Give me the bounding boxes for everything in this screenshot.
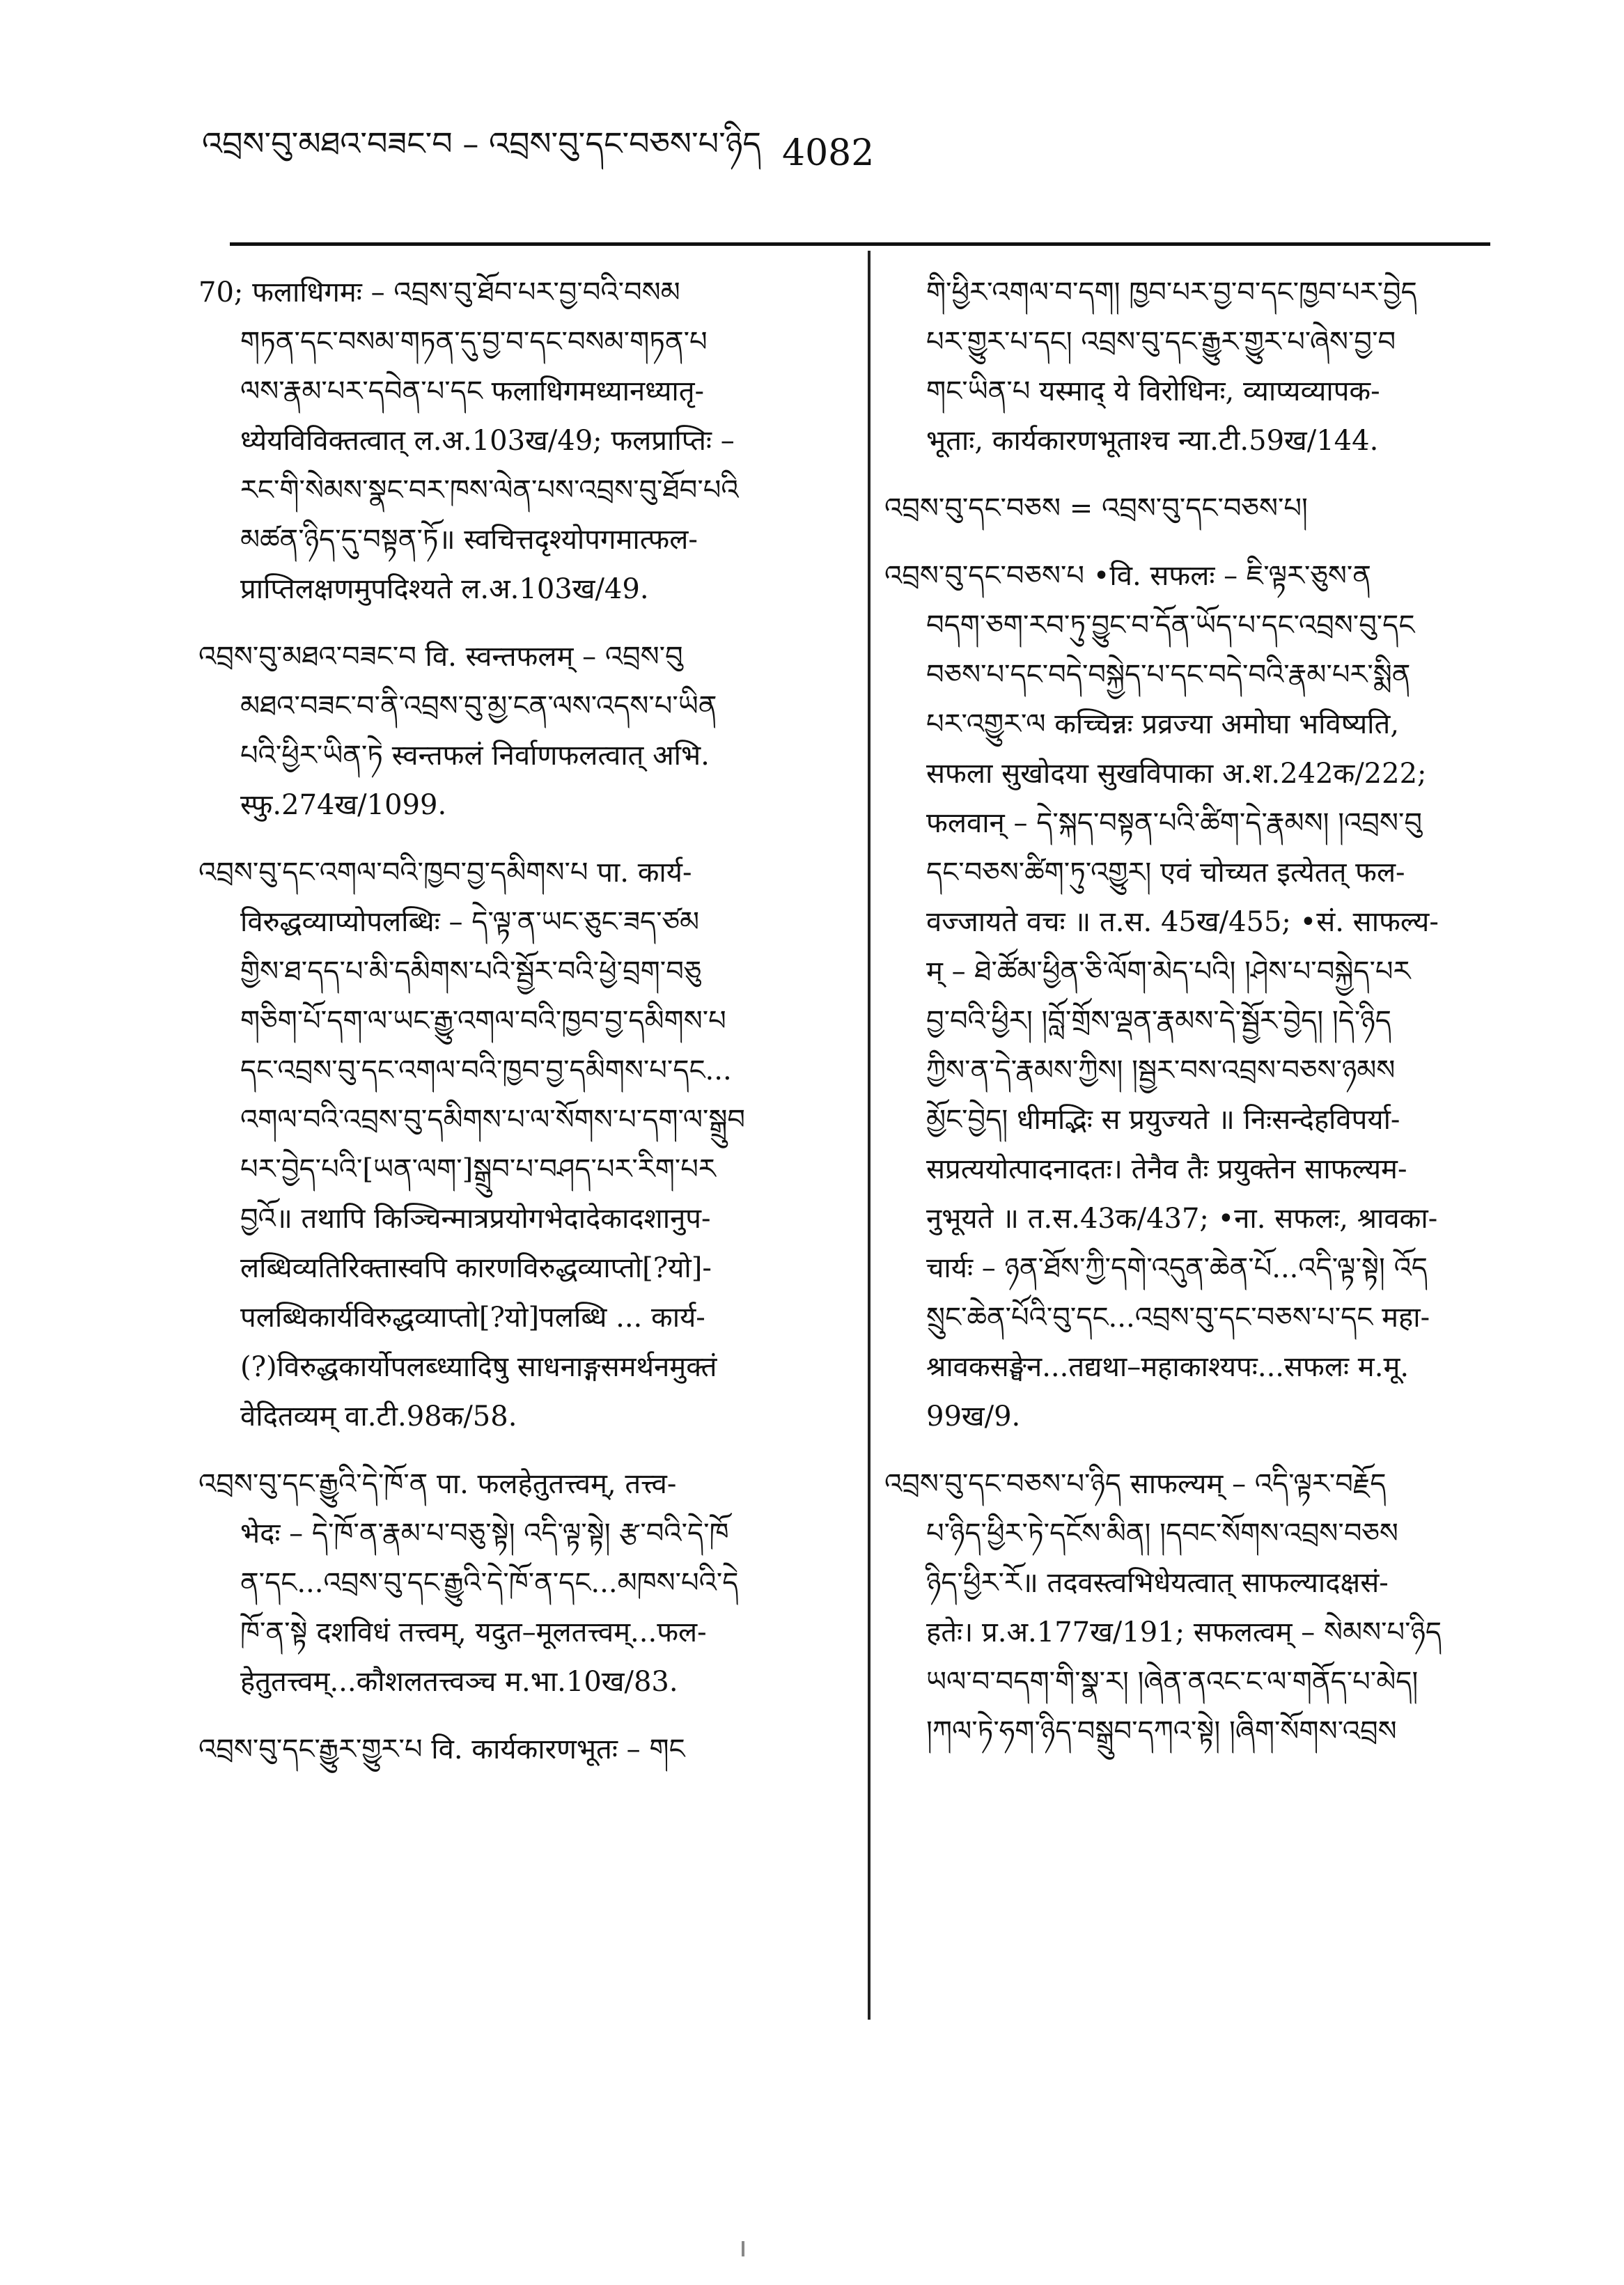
entry-line: པར་འགྱུར་ལ कच्चिन्नः प्रव्रज्या अमोघा भविष्यति,	[926, 708, 1400, 740]
dictionary-entry	[198, 1460, 853, 1707]
entry-line: प्राप्तिलक्षणमुपदिश्यते ल.अ.103ख/49.	[240, 573, 649, 605]
dictionary-entry	[198, 268, 853, 614]
entry-line: (?)विरुद्धकार्योपलब्ध्यादिषु साधनाङ्गसमर्थनमुक्तं	[240, 1351, 717, 1383]
entry-line: །ཀལ་ཏེ་ཧག་ཉིད་བསྒྲུབ་དཀའ་སྟེ། །ཞིག་སོགས་འབྲས	[926, 1715, 1397, 1747]
entry-line: གཅིག་པོ་དག་ལ་ཡང་རྒྱུ་འགལ་བའི་ཁྱབ་བྱ་དམིགས་པ	[240, 1005, 726, 1037]
entry-line: འབྲས་བུ་དང་བཅས་པ •वि. सफलः – ཇི་ལྟར་ཅུས་ན	[884, 560, 1371, 592]
entry-line: वेदितव्यम् वा.टी.98क/58.	[240, 1401, 517, 1433]
entry-line: འབྲས་བུ་དང་འགལ་བའི་ཁྱབ་བྱ་དམིགས་པ पा. कार्य-	[198, 857, 692, 889]
entry-line: བྱ་བའི་ཕྱིར། །བློ་གྲོས་ལྡན་རྣམས་དེ་སྦྱོར་བྱེད། །དེ་ཉིད	[926, 1005, 1391, 1037]
entry-line: པ་ཉིད་ཕྱིར་ཏེ་དངོས་མིན། །དབང་སོགས་འབྲས་བཅས	[926, 1518, 1398, 1550]
entry-line: ཡལ་བ་བདག་གི་སྣ་ར། །ཞེན་ནའང་ང་ལ་གནོད་པ་མེད།	[926, 1666, 1419, 1698]
dictionary-entry	[884, 484, 1483, 533]
entry-line: ལས་རྣམ་པར་དབེན་པ་དང फलाधिगमध्यानध्यातृ-	[240, 375, 705, 407]
running-header	[202, 125, 898, 181]
entry-line: རང་གི་སེམས་སྣང་བར་ཁས་ལེན་པས་འབྲས་བུ་ཐོབ་པའི	[240, 474, 739, 506]
entry-line: དང་བཅས་ཚིག་ཏུ་འགྱུར། एवं चोच्यत इत्येतत् फल-	[926, 857, 1405, 889]
dictionary-entry	[198, 632, 853, 830]
dictionary-entry	[198, 848, 853, 1442]
entry-line: ཉིད་ཕྱིར་རོ॥ तदवस्त्वभिधेयत्वात् साफल्यादक्षसं-	[926, 1567, 1389, 1599]
entry-line: པའི་ཕྱིར་ཡིན་ཏེ स्वन्तफलं निर्वाणफलत्वात् अभि.	[240, 740, 710, 772]
entry-line: འབྲས་བུ་མཐའ་བཟང་བ वि. स्वन्तफलम् – འབྲས་བུ	[198, 641, 683, 673]
entry-line: འབྲས་བུ་དང་རྒྱུར་གྱུར་པ वि. कार्यकारणभूतः – གང	[198, 1733, 685, 1765]
entry-line: सफला सुखोदया सुखविपाका अ.श.242क/222;	[926, 758, 1427, 790]
page-number: 4082	[782, 132, 875, 174]
entry-line: भेदः – དེ་ཁོ་ན་རྣམ་པ་བཅུ་སྟེ། འདི་ལྟ་སྟེ། རྩ་བའི་དེ་ཁོ	[240, 1518, 729, 1550]
entry-line: མཚན་ཉིད་དུ་བསྟན་ཏོ॥ स्वचित्तदृश्योपगमात्फल-	[240, 524, 698, 556]
entry-line: लब्धिव्यतिरिक्तास्वपि कारणविरुद्धव्याप्तो[?यो]-	[240, 1252, 712, 1284]
entry-line: འབྲས་བུ་དང་བཅས = འབྲས་བུ་དང་བཅས་པ།	[884, 492, 1308, 524]
entry-line: བྱའོ॥ तथापि किञ्चिन्मात्रप्रयोगभेदादेकादशानुप-	[240, 1203, 711, 1235]
entry-line: 99ख/9.	[926, 1401, 1021, 1433]
dictionary-entry	[884, 552, 1483, 1442]
entry-line: ཀྱིས་ན་དེ་རྣམས་ཀྱིས། །སྦྱར་བས་འབྲས་བཅས་ཉམས	[926, 1054, 1396, 1086]
entry-line: श्रावकसङ्घेन...तद्यथा–महाकाश्यपः...सफलः म.मू.	[926, 1351, 1410, 1383]
entry-line: མཐའ་བཟང་བ་ནི་འབྲས་བུ་མྱ་ངན་ལས་འདས་པ་ཡིན	[240, 690, 717, 722]
entry-line: म् – ཐེ་ཚོམ་ཕྱིན་ཅི་ལོག་མེད་པའི། །ཤེས་པ་བསྐྱེད་པར	[926, 956, 1411, 988]
entry-line: स्फु.274ख/1099.	[240, 789, 447, 821]
entry-line: བཅས་པ་དང་བདེ་བསྐྱེད་པ་དང་བདེ་བའི་རྣམ་པར་སྨིན	[926, 659, 1411, 691]
entry-line: མྱོང་བྱེད། धीमद्भिः स प्रयुज्यते ॥ निःसन्देहविपर्या-	[926, 1104, 1400, 1136]
entry-line: 70; फलाधिगमः – འབྲས་བུ་ཐོབ་པར་བྱ་བའི་བསམ	[198, 276, 680, 309]
entry-line: གྱིས་ཐ་དད་པ་མི་དམིགས་པའི་སྦྱོར་བའི་ཕྱེ་བྲག་བཅུ	[240, 956, 702, 988]
entry-line: ཁོ་ན་སྟེ दशविधं तत्त्वम्, यदुत–मूलतत्त्वम्...फल-	[240, 1616, 707, 1648]
entry-line: सप्रत्ययोत्पादनादतः। तेनैव तैः प्रयुक्तेन साफल्यम-	[926, 1153, 1407, 1185]
entry-line: वज्जायते वचः ॥ त.स. 45ख/455; •सं. साफल्य-	[926, 906, 1439, 938]
column-divider	[868, 251, 870, 2020]
dictionary-entry	[198, 1725, 853, 1775]
running-headword-range: འབྲས་བུ་མཐའ་བཟང་བ – འབྲས་བུ་དང་བཅས་པ་ཉིད	[202, 124, 762, 162]
entry-line: འབྲས་བུ་དང་བཅས་པ་ཉིད साफल्यम् – འདི་ལྟར་བརྗོད	[884, 1468, 1387, 1500]
entry-line: ན་དང...འབྲས་བུ་དང་རྒྱུའི་དེ་ཁོ་ན་དང...མཁས་པའི་དེ	[240, 1567, 739, 1599]
right-column	[884, 268, 1483, 1775]
entry-line: चार्यः – ཉན་ཐོས་ཀྱི་དགེ་འདུན་ཆེན་པོ...འདི་ལྟ་སྟེ། འོད	[926, 1252, 1428, 1284]
entry-line: पलब्धिकार्यविरुद्धव्याप्तो[?यो]पलब्धि ... कार्य-	[240, 1302, 705, 1334]
entry-line: གང་ཡིན་པ यस्माद् ये विरोधिनः, व्याप्यव्यापक-	[926, 375, 1380, 407]
entry-line: हेतुतत्त्वम्...कौशलतत्त्वञ्च म.भा.10ख/83.	[240, 1666, 678, 1698]
entry-line: སྲུང་ཆེན་པོའི་བུ་དང...འབྲས་བུ་དང་བཅས་པ་དང महा-	[926, 1302, 1430, 1334]
entry-line: འབྲས་བུ་དང་རྒྱུའི་དེ་ཁོ་ན पा. फलहेतुतत्त्वम्, तत्त्व-	[198, 1468, 677, 1500]
entry-line: འགལ་བའི་འབྲས་བུ་དམིགས་པ་ལ་སོགས་པ་དག་ལ་སྒྲུབ	[240, 1104, 745, 1136]
entry-line: གི་ཕྱིར་འགལ་བ་དག། ཁྱབ་པར་བྱ་བ་དང་ཁྱབ་པར་བྱེད	[926, 276, 1417, 309]
entry-line: फलवान् – དེ་སྐད་བསྟན་པའི་ཚིག་དེ་རྣམས། །འབྲས་བུ	[926, 807, 1422, 839]
entry-line: བདག་ཅག་རབ་ཏུ་བྱུང་བ་དོན་ཡོད་པ་དང་འབྲས་བུ་དང	[926, 609, 1415, 641]
entry-line: པར་གྱུར་པ་དང། འབྲས་བུ་དང་རྒྱུར་གྱུར་པ་ཞེས་བྱ་བ	[926, 326, 1396, 358]
entry-line: हतेः। प्र.अ.177ख/191; सफलत्वम् – སེམས་པ་ཉིད	[926, 1616, 1442, 1648]
header-rule	[230, 242, 1490, 246]
dictionary-entry	[884, 268, 1483, 466]
entry-line: པར་བྱེད་པའི་[ཡན་ལག་]སྒྲུབ་པ་བཤད་པར་རིག་པར	[240, 1153, 716, 1185]
entry-line: གཏན་དང་བསམ་གཏན་དུ་བྱ་བ་དང་བསམ་གཏན་པ	[240, 326, 708, 358]
entry-line: ध्येयविविक्तत्वात् ल.अ.103ख/49; फलप्राप्तिः –	[240, 425, 735, 457]
left-column	[198, 268, 853, 1793]
entry-line: नुभूयते ॥ त.स.43क/437; •ना. सफलः, श्रावका-	[926, 1203, 1438, 1235]
entry-line: དང་འབྲས་བུ་དང་འགལ་བའི་ཁྱབ་བྱ་དམིགས་པ་དང...	[240, 1054, 732, 1086]
dictionary-entry	[884, 1460, 1483, 1756]
page-mark	[742, 2241, 744, 2256]
entry-line: विरुद्धव्याप्योपलब्धिः – དེ་ལྟ་ན་ཡང་ཅུང་ཟད་ཙམ	[240, 906, 700, 938]
entry-line: भूताः, कार्यकारणभूताश्च न्या.टी.59ख/144.	[926, 425, 1379, 457]
